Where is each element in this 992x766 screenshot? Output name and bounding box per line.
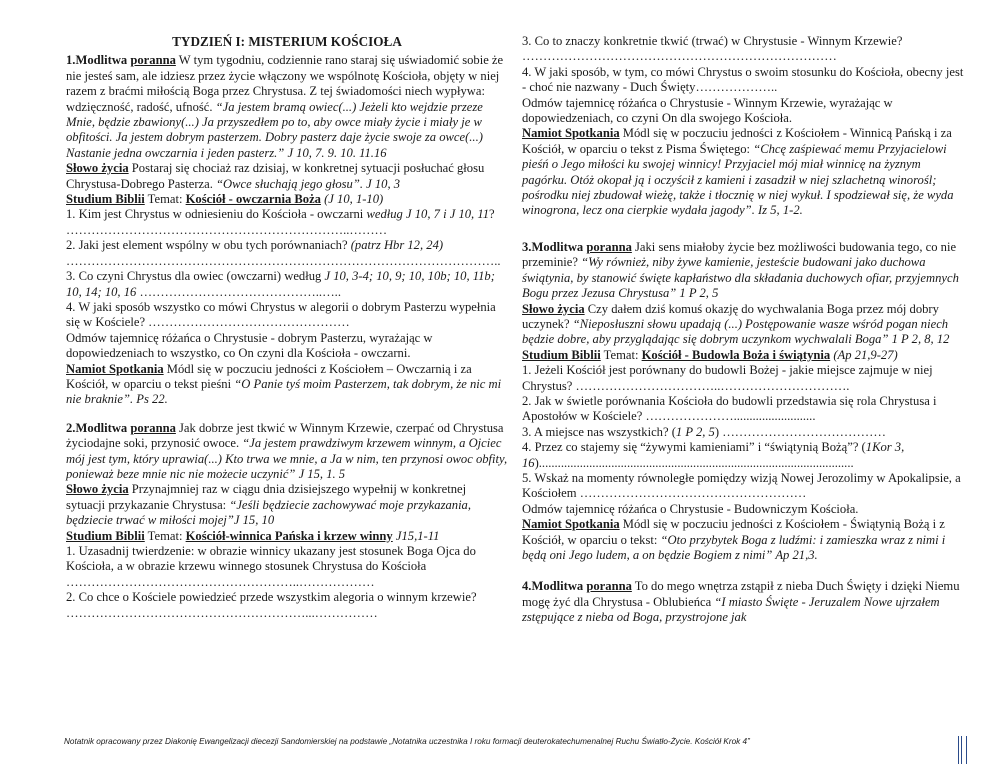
meeting-tent-2	[522, 126, 964, 218]
question-ref: (patrz Hbr 12, 24)	[350, 238, 444, 253]
answer-dots: ? …………………………………………………………..………	[66, 207, 495, 237]
prayer-quote: “I miasto Święte - Jeruzalem Nowe ujrzałem zstępujące z nieba od Boga, przystrojone jak	[522, 594, 940, 625]
word-of-life-label: Słowo życia	[66, 161, 129, 176]
question-3	[66, 269, 508, 300]
meeting-tent-label: Namiot Spotkania	[66, 361, 164, 376]
word-of-life-label: Słowo życia	[522, 301, 585, 316]
question-text: 1. Kim jest Chrystus w odniesieniu do Kościoła - owczarni	[66, 207, 367, 222]
word-of-life-quote: “Jeśli będziecie zachowywać moje przykazania, będziecie trwać w miłości mojej”J 15, 10	[66, 497, 472, 528]
section-1	[66, 53, 508, 407]
prayer-text: Jak dobrze jest tkwić w Winnym Krzewie, czerpać od Chrystusa życiodajne soki, przynosić owoce.	[66, 420, 504, 451]
meeting-tent-label: Namiot Spotkania	[522, 517, 620, 532]
question-text: 3. A miejsce nas wszystkich? (	[522, 424, 676, 439]
morning-prayer-3	[522, 240, 964, 302]
topic-title: Kościół-winnica Pańska i krzew winny	[185, 528, 393, 543]
question-text: 2. Jaki jest element wspólny w obu tych porównaniach?	[66, 238, 351, 253]
prayer-quote: “Ja jestem bramą owiec(...) Jeżeli kto wejdzie przeze Mnie, będzie zbawiony(...) Ja przyszedłem po to, aby owce miały życie i miały je w obfitości. Ja jestem dobrym pasterzem. Dobry pasterz daje życie swoje za owce(...) Nastanie jedna owczarnia i jeden pasterz.”	[66, 99, 483, 160]
question-1: 1. Uzasadnij twierdzenie: w obrazie winnicy ukazany jest stosunek Boga Ojca do Kościoła, a w obrazie krzewu winnego stosunek Chrystusa do Kościoła ………………………………………………..………………	[66, 544, 476, 589]
topic-label: Temat:	[600, 347, 642, 362]
section-3	[522, 240, 964, 564]
heading-poranna: poranna	[586, 579, 632, 594]
prayer-quote: “Ja jestem prawdziwym krzewem winnym, a Ojciec mój jest tym, który uprawia(...) Kto trwa we mnie, a Ja w nim, ten przynosi owoc obfity, ponieważ beze mnie nic nie możecie uczynić” J 15, 1. 5	[66, 436, 508, 481]
meeting-tent-text: Módl się w poczuciu jedności z Kościołem - Świątynią Bożą i z Kościół, w oparciu o tekst:	[522, 517, 945, 547]
spacer	[522, 563, 964, 579]
question-1	[66, 207, 508, 238]
question-4	[522, 440, 964, 471]
bible-study-label: Studium Biblii	[522, 347, 601, 362]
word-of-life-text: Przynajmniej raz w ciągu dnia dzisiejszego wypełnij w konkretnej sytuacji przykazanie Chrystusa:	[66, 482, 467, 512]
prayer-text: Jaki sens miałoby życie bez możliwości budowania tego, co nie przeminie?	[522, 239, 957, 270]
heading-poranna: poranna	[586, 239, 632, 254]
prayer-ref: J 10, 7. 9. 10. 11.16	[284, 145, 387, 160]
word-of-life-text: Postaraj się chociaż raz dzisiaj, w konkretnej sytuacji posłuchać głosu Chrystusa-Dobrego Pasterza.	[66, 161, 485, 191]
prayer-text: W tym tygodniu, codziennie rano staraj się uświadomić sobie że nie jesteś sam, ale idziesz przez życie włączony we wspólnotę Kościoła, objęty w niej razem z braćmi miłością Boga przez Chrystusa. Z tej świadomości niech wypływa: wdzięczność, radość, ufność.	[66, 53, 504, 114]
question-text: 4. Przez co stajemy się “żywymi kamieniami” i “świątynią Bożą”? (	[522, 440, 866, 455]
prayer-quote: “Wy również, niby żywe kamienie, jesteście budowani jako duchowa świątynia, by stanowić święte kapłaństwo dla składania duchowych ofiar, przyjemnych Bogu przez Jezusa Chrystusa” 1 P 2, 5	[522, 255, 959, 301]
right-column	[522, 34, 964, 626]
heading-poranna: poranna	[130, 420, 176, 435]
bible-study-1	[66, 192, 508, 207]
meeting-tent-1	[66, 362, 508, 408]
word-of-life-quote: “Nieposłuszni słowu upadają (...) Postępowanie wasze wśród pogan niech będzie dobre, aby przyglądając się dobrym uczynkom wychwalali Boga” 1 P 2, 8, 12	[522, 316, 950, 347]
topic-label: Temat:	[144, 528, 186, 543]
morning-prayer-2	[66, 421, 508, 483]
question-1: 1. Jeżeli Kościół jest porównany do budowli Bożej - jakie miejsce zajmuje w niej Chrystus? ……………………………..………………………….	[522, 363, 933, 393]
spacer	[66, 408, 508, 421]
question-5: 5. Wskaż na momenty równoległe pomiędzy wizją Nowej Jerozolimy w Apokalipsie, a Kościołem ………………………………………………	[522, 470, 961, 501]
topic-label: Temat:	[144, 192, 186, 207]
answer-dots: ……………………………………..…..	[136, 284, 341, 299]
question-2: 2. Co chce o Kościele powiedzieć przede wszystkim alegoria o winnym krzewie? …………………………………………………...……………	[66, 590, 477, 620]
question-ref: 1 P 2, 5	[675, 424, 715, 439]
prayer-text: To do mego wnętrza zstąpił z nieba Duch Święty i dzięki Niemu mogę żyć dla Chrystusa - Oblubieńca	[522, 579, 960, 609]
question-ref: według J 10, 7 i J 10, 11	[366, 207, 490, 222]
meeting-tent-quote: “Oto przybytek Boga z ludźmi: i zamieszka wraz z nimi i będą oni Jego ludem, a on będzie Bogiem z nimi” Ap 21,3.	[522, 532, 946, 562]
meeting-tent-3	[522, 517, 964, 563]
question-ref: J 10, 3-4; 10, 9; 10, 10b; 10, 11b; 10, 14; 10, 16	[66, 269, 495, 299]
meeting-tent-text: Módl się w poczuciu jedności z Kościołem - Winnicą Pańską i za Kościół, w oparciu o tekst z Pisma Świętego:	[522, 126, 952, 156]
rosary-instruction-2: Odmów tajemnicę różańca o Chrystusie - Winnym Krzewie, wyrażając w dopowiedzeniach, co czyni On dla swojego Kościoła.	[522, 95, 893, 126]
answer-dots: )....................................................................................................	[534, 455, 854, 470]
page-edge-marks	[958, 736, 972, 764]
heading-num: 4.Modlitwa	[522, 579, 587, 594]
question-4: 4. W jaki sposób wszystko co mówi Chrystus w alegorii o dobrym Pasterzu wypełnia się w Kościele? …………………………………………	[66, 299, 496, 330]
bible-study-label: Studium Biblii	[66, 192, 145, 207]
spacer	[522, 219, 964, 240]
page-title: TYDZIEŃ I: MISTERIUM KOŚCIOŁA	[172, 34, 402, 49]
word-of-life-label: Słowo życia	[66, 482, 129, 497]
left-column	[66, 34, 508, 621]
question-text: 3. Co czyni Chrystus dla owiec (owczarni) według	[66, 269, 325, 284]
topic-title: Kościół - owczarnia Boża	[185, 192, 321, 207]
bible-study-label: Studium Biblii	[66, 528, 145, 543]
page-footer: Notatnik opracowany przez Diakonię Ewangelizacji diecezji Sandomierskiej na podstawie „Notatnika uczestnika I roku formacji deuterokatechumenalnej Ruchu Światło-Życie. Kościół Krok 4”	[64, 737, 750, 746]
heading-poranna: poranna	[130, 53, 176, 68]
question-2: 2. Jak w świetle porównania Kościoła do budowli przedstawia się rola Chrystusa i Apostołów w Kościele? …………………..........................	[522, 393, 937, 424]
word-of-life-1	[66, 161, 508, 192]
meeting-tent-text: Módl się w poczuciu jedności z Kościołem – Owczarnią i za Kościół, w oparciu o tekst pieśni	[66, 361, 472, 391]
question-ref: 1Kor 3, 16	[522, 440, 905, 470]
bible-study-3	[522, 348, 964, 363]
word-of-life-2	[66, 482, 508, 528]
morning-prayer-4	[522, 579, 964, 625]
answer-line: …………………………………………………………………………………………..	[66, 253, 501, 268]
topic-ref: J15,1-11	[392, 528, 440, 543]
word-of-life-quote: “Owce słuchają jego głosu”. J 10, 3	[216, 176, 401, 191]
answer-dots: ) …………………………………	[714, 424, 886, 439]
topic-ref: (J 10, 1-10)	[320, 192, 384, 207]
question-2	[66, 238, 508, 253]
heading-num: 2.Modlitwa	[66, 420, 131, 435]
bible-study-2	[66, 529, 508, 544]
question-4: 4. W jaki sposób, w tym, co mówi Chrystus o swoim stosunku do Kościoła, obecny jest - choć nie nazwany - Duch Święty………………..	[522, 64, 964, 95]
word-of-life-3	[522, 302, 964, 348]
heading-num: 1.Modlitwa	[66, 53, 131, 68]
heading-num: 3.Modlitwa	[522, 239, 587, 254]
rosary-instruction-3: Odmów tajemnicę różańca o Chrystusie - Budowniczym Kościoła.	[522, 501, 859, 516]
meeting-tent-quote: “O Panie tyś moim Pasterzem, tak dobrym, że nic mi nie braknie”. Ps 22.	[66, 376, 502, 407]
rosary-instruction-1: Odmów tajemnicę różańca o Chrystusie - dobrym Pasterzu, wyrażając w dopowiedzeniach to wszystko, co On czyni dla Kościoła - owczarni.	[66, 330, 433, 361]
morning-prayer-1	[66, 53, 508, 161]
question-3: 3. Co to znaczy konkretnie tkwić (trwać) w Chrystusie - Winnym Krzewie? …………………………………………………………………	[522, 34, 903, 64]
section-2	[66, 421, 508, 621]
section-2-continued	[522, 34, 964, 219]
topic-title: Kościół - Budowla Boża i świątynia	[641, 347, 831, 362]
section-4	[522, 579, 964, 625]
topic-ref: (Ap 21,9-27)	[830, 347, 898, 362]
meeting-tent-quote: “Chcę zaśpiewać memu Przyjacielowi pieśń o Jego miłości ku swojej winnicy! Przyjaciel mój miał winnicę na żyznym pagórku. Otóż okopał ją i oczyścił z kamieni i zasadził w niej szlachetną winorośl; pośrodku niej zbudował wieżę, także i tłocznię w niej wykuł. I spodziewał się, że wyda winogrona, lecz ona cierpkie wydała jagody”. Iz 5, 1-2.	[522, 141, 954, 218]
question-3	[522, 425, 964, 440]
word-of-life-text: Czy dałem dziś komuś okazję do wychwalania Boga przez mój dobry uczynek?	[522, 301, 939, 331]
meeting-tent-label: Namiot Spotkania	[522, 126, 620, 141]
